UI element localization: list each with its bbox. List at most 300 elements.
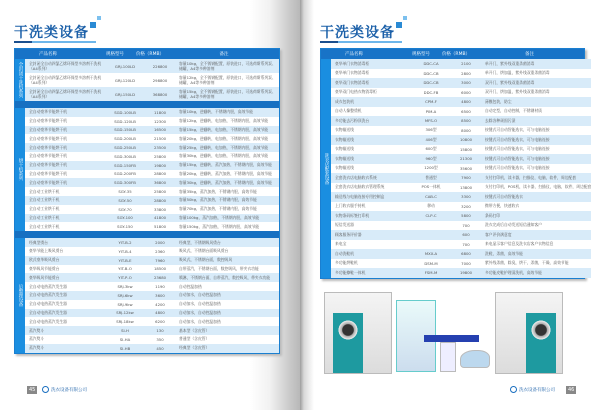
price: 28800 [153, 171, 167, 177]
product-name: 豪华吸风节能烫台 [29, 274, 60, 280]
price: 21300 [459, 156, 473, 162]
product-name: 全自动工业烘干机 [29, 188, 60, 194]
page-number: 46 [568, 387, 575, 393]
remarks: 按键式可自动智能选衣 [485, 193, 523, 199]
product-name: 全套洗衣店电脑收衣管理系统 [335, 184, 385, 190]
remarks: 单开门，紫外线双重杀菌消毒 [485, 60, 535, 66]
price: 1190 [155, 284, 165, 290]
table-row [25, 282, 279, 291]
product-name: 衣物输送线 [335, 127, 354, 133]
product-name: 全自动豪华节能烘干机 [29, 118, 67, 124]
dry-cleaning-machine-image [495, 292, 563, 374]
price: 25800 [153, 153, 167, 159]
price: 2360 [155, 248, 165, 254]
remarks: 携带方便，快速收衣 [485, 203, 520, 209]
product-name: 经典型烫台 [29, 239, 48, 245]
model: SGD-100LB [114, 109, 136, 115]
model: SGY-35 [118, 189, 132, 195]
remarks: 普通型（含皮管） [179, 336, 210, 342]
price: 6500 [461, 108, 471, 114]
remarks: 容量25kg，逆翻转，电加热，不锈钢内胆，高效节能 [179, 144, 269, 150]
remarks: 经典型（含皮管） [179, 345, 210, 351]
remarks: 按键式可自动智能选衣，可与电脑连接 [485, 165, 550, 171]
title-underline [320, 41, 402, 43]
remarks: 容量100kg，蒸汽加热，不锈钢内胆，高效节能 [179, 214, 260, 220]
price: 130 [156, 328, 164, 334]
price: 19800 [459, 270, 473, 276]
brand-name: 洗衣设备有限公司 [51, 387, 87, 393]
product-name: 自动人像整烫机 [335, 108, 362, 114]
remarks: 容量15kg，全不锈钢配置，原装进口，可选荷斯系列泵、储罐，A4等多种溶剂 [179, 89, 276, 99]
remarks: 容量15kg，逆翻转，电加热，不锈钢内胆，高效节能 [179, 126, 269, 132]
table-row [25, 117, 279, 126]
table-row [25, 309, 279, 318]
product-name: 全自动豪华节能烘干机 [29, 162, 67, 168]
remarks: 吸风式，不锈钢台面吸风烫台 [179, 248, 229, 254]
price: 19800 [153, 162, 167, 168]
table-row [331, 259, 591, 269]
product-name: 顾客服务评价器 [335, 231, 362, 237]
remarks: 紫外线杀菌，除臭，烘干，杀菌，干燥，高效节能 [485, 260, 569, 266]
table-row [25, 256, 279, 265]
model: SRJ-9kw [117, 301, 133, 307]
product-name: 多功能去污粉顶洗台 [335, 117, 370, 123]
table-row [331, 221, 591, 231]
price: 2100 [461, 61, 471, 67]
remarks: 吸风式，不锈钢台面，数控吸风 [179, 257, 233, 263]
price: 15800 [459, 146, 473, 152]
price: 35600 [459, 165, 473, 171]
table-row [331, 268, 591, 278]
group-rows [25, 238, 279, 352]
table-row [25, 273, 279, 282]
product-name: 蒸汽熨斗 [29, 345, 45, 351]
product-name: 全自动工业烘干机 [29, 223, 60, 229]
column-header: 产品名称 [345, 52, 363, 57]
remarks: 基本型（含皮管） [179, 327, 210, 333]
table-row [331, 230, 591, 240]
table-row [331, 249, 591, 259]
remarks: 按键式可自动智能选衣，可与电脑连接 [485, 127, 550, 133]
model: SRJ-18kw [116, 319, 134, 325]
product-name: 全自动豪华节能烘干机 [29, 109, 67, 115]
group-label: 全封闭干洗机系列 [15, 59, 25, 101]
product-name: 衣物输送线 [335, 136, 354, 142]
table-row [25, 143, 279, 152]
model: DDC-CB [423, 70, 439, 76]
model: CLP-C [425, 213, 437, 219]
product-name: 全封闭全自动四氯乙烯环保型多溶剂干洗机（A4系列） [29, 75, 102, 85]
price: 4800 [461, 99, 471, 105]
model: SRJ-6kw [117, 292, 133, 298]
remarks: 单开门，烘加温，紫外线双重杀菌消毒 [485, 70, 550, 76]
price: 33800 [153, 206, 167, 212]
table-row [25, 161, 279, 170]
product-name: 豪华双门衣物消毒柜 [335, 79, 370, 85]
model: 600型 [425, 146, 437, 152]
product-name: 豪华单门衣物消毒柜 [335, 70, 370, 76]
steam-iron-image [460, 350, 490, 368]
product-name: 全自动工业烘干机 [29, 197, 60, 203]
table-row [25, 59, 279, 73]
price: 2000 [155, 240, 165, 246]
column-header: 价格（RMB） [135, 52, 165, 57]
remarks: 容量150kg，蒸汽加热，不锈钢内胆，高效节能 [179, 223, 260, 229]
table-row [25, 335, 279, 344]
price: 368800 [152, 91, 168, 97]
table-row [25, 214, 279, 223]
price: 13800 [459, 184, 473, 190]
product-name: 欧式豪华吸风烫台 [29, 257, 60, 263]
table-row [25, 73, 279, 87]
product-name: 全自动电热蒸汽发生器 [29, 309, 67, 315]
product-name: 短信发送器 [335, 222, 354, 228]
product-name: 多功能擦鞋一体机 [335, 269, 366, 275]
table-row [25, 108, 279, 117]
remarks: 按键式可自动智能选衣，可与电脑连接 [485, 136, 550, 142]
table-row [25, 265, 279, 274]
product-name: 全自动电热蒸汽发生器 [29, 301, 67, 307]
table-row [25, 205, 279, 214]
price: 23680 [153, 275, 167, 281]
model: SI-HB [119, 345, 131, 351]
remarks: 双开门，紫外线双重杀菌消毒 [485, 79, 535, 85]
model: SGY-70 [118, 206, 132, 212]
table-row [331, 211, 591, 221]
price: 8000 [461, 127, 471, 133]
table-group [15, 59, 279, 101]
page-title: 干洗类设备 [14, 25, 89, 41]
table-row [331, 88, 591, 98]
price: 12300 [153, 118, 167, 124]
price: 10800 [459, 137, 473, 143]
product-name: 全封闭全自动四氯乙烯环保型多溶剂干洗机（A4系列） [29, 89, 102, 99]
model: SRJ-3kw [117, 284, 133, 290]
product-name: 多功能烘鞋机 [335, 260, 358, 266]
ironing-table-base [440, 342, 456, 372]
table-row [331, 183, 591, 193]
model: MXX-A [424, 251, 438, 257]
group-label: 后整理设备 [15, 238, 25, 352]
table-row [331, 192, 591, 202]
model: DSM-M [424, 260, 438, 266]
model: SGD-200LB [114, 136, 136, 142]
title-decoration [90, 22, 96, 28]
remarks: 自动加水，自动控温加热 [179, 309, 221, 315]
brand-name: 洗衣设备有限公司 [519, 387, 555, 393]
table-row [25, 178, 279, 187]
model: 406型 [425, 136, 437, 142]
table-row [331, 107, 591, 117]
table-row [25, 247, 279, 256]
table-row [331, 78, 591, 88]
price: 25800 [153, 189, 167, 195]
remarks: 自带蒸汽，不锈钢台面，数控吸风，带夹衣功能 [179, 265, 259, 271]
group-separator [15, 231, 279, 238]
price: 18500 [153, 266, 167, 272]
remarks: 薄膜包装，防尘 [485, 98, 512, 104]
remarks: 经典型，不锈钢吸风烫台 [179, 239, 221, 245]
price: 41800 [153, 215, 167, 221]
product-name: 全封闭全自动四氯乙烯环保型多溶剂干洗机（A4系列） [29, 61, 102, 71]
model: YIT-P-O [118, 275, 132, 281]
group-separator [15, 101, 279, 108]
model: 1200型 [424, 165, 438, 171]
model: SGD-300FB [114, 180, 136, 186]
product-name: 豪华节能上吸风烫台 [29, 248, 64, 254]
product-name: 全套洗衣店电脑收衣系统 [335, 174, 377, 180]
table-row [25, 134, 279, 143]
model: POS一体机 [421, 184, 441, 190]
model: DDC-FB [423, 89, 439, 95]
table-row [331, 116, 591, 126]
table-row [331, 59, 591, 69]
price: 3000 [461, 80, 471, 86]
model: SRJ-12kw [116, 310, 134, 316]
remarks: 多功能皮鞋护理清洗机，高效节能 [485, 269, 542, 275]
product-name: 衣物输送线 [335, 165, 354, 171]
remarks: 条码打印 [485, 212, 501, 218]
remarks: 支付打印机，读卡器，扫描仪，电脑，软件，周边配套 [485, 174, 577, 180]
price: 3200 [461, 203, 471, 209]
price: 21500 [153, 136, 167, 142]
title-decoration [403, 16, 407, 20]
remarks: 容量35kg，蒸汽加热，不锈钢内胆，高效节能 [179, 188, 257, 194]
model: PIM-A [425, 108, 437, 114]
remarks: 自动控温加热 [179, 283, 202, 289]
table-row [331, 69, 591, 79]
ironing-table-image [424, 335, 479, 342]
right-page [300, 0, 600, 410]
remarks: 来电显示客户信息及洗衣店客户衣物信息 [485, 241, 554, 247]
price: 16500 [153, 127, 167, 133]
table-row [25, 126, 279, 135]
remarks: 容量10kg，逆翻转，不锈钢内胆，高效节能 [179, 109, 253, 115]
remarks: 容量70kg，蒸汽加热，不锈钢内胆，高效节能 [179, 206, 257, 212]
product-name: 全自动工业烘干机 [29, 214, 60, 220]
model: SGD-250LB [114, 145, 136, 151]
model: DDC-CB [423, 80, 439, 86]
remarks: 双开门，烘加温，紫外线双重杀菌消毒 [485, 89, 550, 95]
product-name: 全自动电热蒸汽发生器 [29, 292, 67, 298]
column-header: 备注 [219, 52, 229, 57]
price: 298800 [152, 77, 168, 83]
price: 2800 [461, 70, 471, 76]
remarks: 容量50kg，蒸汽加热，不锈钢内胆，高效节能 [179, 197, 257, 203]
group-label: 烘干机系列 [15, 108, 25, 231]
price: 5800 [461, 213, 471, 219]
table-header [15, 49, 279, 59]
price: 350 [156, 336, 164, 342]
remarks: 容量12kg，逆翻转，电加热，不锈钢内胆，高效节能 [179, 118, 269, 124]
product-name: 豪华双门电热衣物消毒柜 [335, 89, 377, 95]
remarks: 客户评价满意度 [485, 231, 512, 237]
price: 4800 [155, 310, 165, 316]
price: 226800 [152, 63, 168, 69]
model: SI-H [121, 328, 129, 334]
price-table [320, 48, 592, 279]
model: 306型 [425, 127, 437, 133]
price: 700 [462, 241, 470, 247]
model: SGD-150FB [114, 162, 136, 168]
table-row [331, 240, 591, 250]
table-row [25, 87, 279, 101]
column-header: 价格（RMB） [441, 52, 471, 57]
price: 11800 [153, 109, 167, 115]
remarks: 自动加水，自动控温加热 [179, 292, 221, 298]
title-underline [14, 41, 96, 43]
product-name: 全自动电热蒸汽发生器 [29, 318, 67, 324]
product-name: 来电宝 [335, 241, 347, 247]
model: YIT-B-2 [118, 240, 132, 246]
price: 6800 [461, 251, 471, 257]
product-name: 全自动豪华节能烘干机 [29, 144, 67, 150]
model: CAB-C [425, 194, 437, 200]
product-name: 衣物输送线 [335, 146, 354, 152]
table-row [25, 291, 279, 300]
table-row [25, 238, 279, 247]
column-header: 规格型号 [106, 52, 124, 57]
product-name: 自动洗鞋机 [335, 250, 354, 256]
model: YIT-B-4 [118, 248, 132, 254]
product-name: 全自动工业烘干机 [29, 206, 60, 212]
table-row [25, 344, 279, 353]
product-name: 全自动电热蒸汽发生器 [29, 283, 67, 289]
price: 23500 [153, 145, 167, 151]
product-name: 蒸汽熨斗 [29, 336, 45, 342]
table-row [331, 173, 591, 183]
price: 51800 [153, 224, 167, 230]
model: GRJ-100LD [114, 63, 136, 69]
product-name: 全自动豪华节能烘干机 [29, 126, 67, 132]
product-name: 全自动豪华节能烘干机 [29, 153, 67, 159]
remarks: 洗衣完成后自动发送短信通知客户 [485, 222, 542, 228]
remarks: 容量10kg，全不锈钢配置，原装进口，可选荷斯系列泵、储罐，A4等多种溶剂 [179, 61, 276, 71]
remarks: 容量12kg，全不锈钢配置，原装进口，可选荷斯系列泵、储罐，A4等多种溶剂 [179, 75, 276, 85]
table-row [25, 300, 279, 309]
remarks: 容量30kg，逆翻转，蒸汽加热，不锈钢内胆，高效节能 [179, 179, 272, 185]
model: GRJ-150LD [114, 91, 136, 97]
table-row [25, 326, 279, 335]
price: 6200 [155, 319, 165, 325]
table-row [25, 317, 279, 326]
table-row [331, 202, 591, 212]
table-row [331, 126, 591, 136]
price: 600 [462, 232, 470, 238]
table-row [25, 152, 279, 161]
table-row [25, 222, 279, 231]
price-table [14, 48, 280, 354]
remarks: 按键式可自动智能选衣，可与电脑连接 [485, 146, 550, 152]
model: SGY-100 [117, 215, 133, 221]
group-rows [25, 108, 279, 231]
remarks: 容量30kg，逆翻转，电加热，不锈钢内胆，高效节能 [179, 153, 269, 159]
model: 移动 [427, 203, 435, 209]
remarks: 自动加水，自动控温加热 [179, 318, 221, 324]
remarks: 容量20kg，逆翻转，电加热，不锈钢内胆，高效节能 [179, 135, 269, 141]
model: CPM-F [425, 99, 437, 105]
remarks: 自动定型，自动控制，不锈钢材质 [485, 108, 542, 114]
model: 960型 [425, 155, 437, 161]
model: SGD-300LB [114, 153, 136, 159]
price: 700 [462, 222, 470, 228]
model: SGD-120LB [114, 118, 136, 124]
price: 28800 [153, 197, 167, 203]
product-name: 输送线与电脑连接专用控制盒 [335, 193, 385, 199]
product-name: 衣物输送线 [335, 155, 354, 161]
price: 3600 [155, 292, 165, 298]
group-rows [25, 59, 279, 101]
remarks: 容量15kg，逆翻转，蒸汽加热，不锈钢内胆，高效节能 [179, 162, 272, 168]
model: FSM-M [424, 270, 438, 276]
remarks: 洗鞋，杀菌，高效节能 [485, 250, 523, 256]
column-header: 产品名称 [39, 52, 57, 57]
product-name: 成衣包装机 [335, 98, 354, 104]
price: 3300 [461, 194, 471, 200]
table-row [331, 135, 591, 145]
table-group [15, 238, 279, 352]
table-group [15, 108, 279, 231]
remarks: 容量20kg，逆翻转，蒸汽加热，不锈钢内胆，高效节能 [179, 170, 272, 176]
price: 6000 [461, 89, 471, 95]
model: YIT-B-O [118, 266, 132, 272]
column-header: 备注 [525, 52, 534, 57]
model: SGD-150LB [114, 127, 136, 133]
model: SGD-200FB [114, 171, 136, 177]
model: YIT-B-E [118, 257, 132, 263]
table-row [331, 154, 591, 164]
page-number: 45 [29, 387, 36, 393]
product-name: 全自动豪华节能烘干机 [29, 179, 67, 185]
product-name: 上门收衣服手持机 [335, 203, 366, 209]
title-decoration [396, 22, 402, 28]
table-row [331, 97, 591, 107]
product-name: 全自动豪华节能烘干机 [29, 170, 67, 176]
table-group [321, 59, 592, 278]
table-row [331, 164, 591, 174]
model: SGY-50 [118, 197, 132, 203]
price: 8500 [461, 118, 471, 124]
price: 7000 [461, 260, 471, 266]
dry-cleaning-machine-image [324, 292, 392, 374]
remarks: 去除各种顽固污渍 [485, 117, 516, 123]
table-row [25, 196, 279, 205]
price: 7900 [461, 175, 471, 181]
product-name: 豪华单门衣物消毒柜 [335, 60, 370, 66]
model: SGY-150 [117, 224, 133, 230]
product-name: 全自动豪华节能烘干机 [29, 135, 67, 141]
title-decoration [97, 16, 101, 20]
model: GRJ-120LD [114, 77, 136, 83]
price: 36800 [153, 180, 167, 186]
product-name: 豪华吸风节能烫台 [29, 265, 60, 271]
product-name: 蒸汽熨斗 [29, 327, 45, 333]
page-title: 干洗类设备 [320, 25, 395, 41]
group-label: 洗衣店配套设备 [321, 59, 331, 278]
price: 4200 [155, 301, 165, 307]
product-name: 衣物条码标签打印机 [335, 212, 370, 218]
model: DDC-CA [423, 61, 439, 67]
price: 450 [156, 345, 164, 351]
brand-logo [42, 386, 87, 393]
remarks: 按键式可自动智能选衣，可与电脑连接 [485, 155, 550, 161]
price: 7960 [155, 257, 165, 263]
model: 普通型 [425, 174, 437, 180]
group-rows [331, 59, 591, 278]
remarks: 支付打印机，POS机，读卡器，扫描仪，电脑，软件，周边配套 [485, 184, 592, 190]
table-row [25, 187, 279, 196]
table-row [331, 145, 591, 155]
